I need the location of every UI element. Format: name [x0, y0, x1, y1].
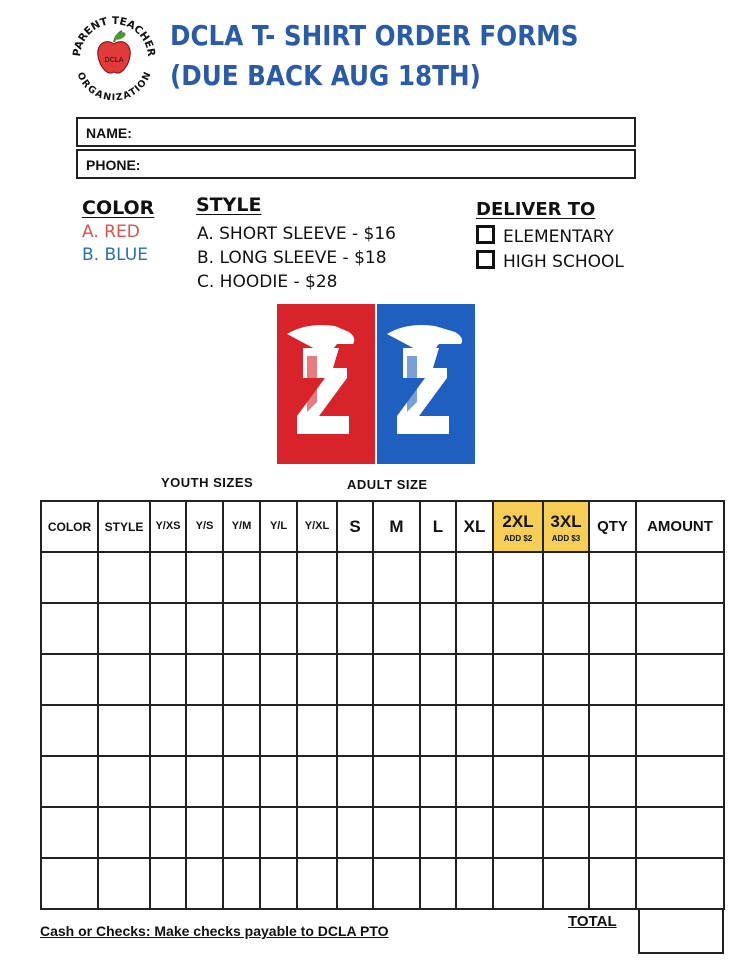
order-cell[interactable]: [493, 552, 543, 603]
order-cell[interactable]: [589, 654, 636, 705]
order-cell[interactable]: [589, 705, 636, 756]
total-label: TOTAL: [568, 913, 617, 930]
order-cell[interactable]: [373, 654, 420, 705]
order-cell[interactable]: [373, 603, 420, 654]
order-cell[interactable]: [589, 552, 636, 603]
order-cell[interactable]: [543, 654, 589, 705]
table-row: [41, 654, 724, 705]
order-cell[interactable]: [456, 552, 493, 603]
table-row: [41, 552, 724, 603]
style-option-short-sleeve: A. SHORT SLEEVE - $16: [197, 224, 396, 244]
deliver-option-high-school[interactable]: [476, 250, 624, 272]
color-heading: COLOR: [82, 197, 155, 219]
deliver-heading: DELIVER TO: [476, 199, 596, 220]
order-cell[interactable]: [150, 552, 186, 603]
order-cell[interactable]: [493, 654, 543, 705]
order-cell[interactable]: [337, 654, 373, 705]
col-2xl-surcharge: ADD $2: [503, 533, 533, 543]
order-cell[interactable]: [543, 603, 589, 654]
order-cell[interactable]: [636, 603, 724, 654]
order-cell[interactable]: [456, 807, 493, 858]
col-y-l: Y/L: [260, 501, 297, 552]
order-cell[interactable]: [297, 603, 337, 654]
order-cell[interactable]: [98, 756, 150, 807]
order-cell[interactable]: [373, 552, 420, 603]
order-cell[interactable]: [150, 654, 186, 705]
order-cell[interactable]: [186, 756, 223, 807]
col-y-m: Y/M: [223, 501, 260, 552]
order-cell[interactable]: [456, 654, 493, 705]
order-cell[interactable]: [297, 756, 337, 807]
order-cell[interactable]: [456, 756, 493, 807]
table-row: [41, 705, 724, 756]
col-qty: QTY: [589, 501, 636, 552]
order-cell[interactable]: [186, 705, 223, 756]
order-cell[interactable]: [150, 603, 186, 654]
col-m: M: [373, 501, 420, 552]
order-cell[interactable]: [150, 807, 186, 858]
order-cell[interactable]: [543, 756, 589, 807]
order-cell[interactable]: [337, 756, 373, 807]
order-cell[interactable]: [337, 603, 373, 654]
order-cell[interactable]: [493, 756, 543, 807]
color-option-red: A. RED: [82, 222, 140, 242]
pto-logo: [70, 12, 158, 100]
order-cell[interactable]: [41, 858, 98, 909]
order-cell[interactable]: [41, 807, 98, 858]
order-cell[interactable]: [260, 552, 297, 603]
order-cell[interactable]: [493, 807, 543, 858]
title-line-1: DCLA T- SHIRT ORDER FORMS: [170, 19, 579, 52]
order-cell[interactable]: [260, 858, 297, 909]
col-y-xl: Y/XL: [297, 501, 337, 552]
col-l: L: [420, 501, 456, 552]
name-label: NAME:: [86, 125, 132, 141]
col-color: COLOR: [41, 501, 98, 552]
order-cell[interactable]: [589, 756, 636, 807]
deliver-option-elementary[interactable]: [476, 225, 614, 247]
order-cell[interactable]: [98, 603, 150, 654]
order-cell[interactable]: [543, 705, 589, 756]
order-cell[interactable]: [420, 552, 456, 603]
order-cell[interactable]: [98, 705, 150, 756]
svg-text:ORGANIZATION: [75, 71, 154, 100]
order-cell[interactable]: [636, 654, 724, 705]
style-option-hoodie: C. HOODIE - $28: [197, 272, 338, 292]
youth-sizes-label: YOUTH SIZES: [161, 475, 254, 490]
elementary-checkbox[interactable]: [476, 225, 495, 244]
order-cell[interactable]: [337, 858, 373, 909]
order-cell[interactable]: [186, 603, 223, 654]
apple-logo-icon: [70, 12, 158, 100]
order-cell[interactable]: [493, 858, 543, 909]
order-cell[interactable]: [186, 654, 223, 705]
order-cell[interactable]: [260, 807, 297, 858]
name-field[interactable]: [76, 117, 636, 147]
table-row: [41, 756, 724, 807]
col-xl: XL: [456, 501, 493, 552]
order-cell[interactable]: [260, 705, 297, 756]
order-cell[interactable]: [589, 603, 636, 654]
high-school-checkbox[interactable]: [476, 250, 495, 269]
order-cell[interactable]: [589, 858, 636, 909]
order-cell[interactable]: [260, 654, 297, 705]
order-cell[interactable]: [493, 705, 543, 756]
order-cell[interactable]: [223, 603, 260, 654]
order-cell[interactable]: [543, 807, 589, 858]
order-cell[interactable]: [41, 552, 98, 603]
order-cell[interactable]: [150, 858, 186, 909]
order-cell[interactable]: [186, 807, 223, 858]
order-cell[interactable]: [636, 807, 724, 858]
order-cell[interactable]: [420, 603, 456, 654]
order-cell[interactable]: [223, 552, 260, 603]
table-header-row: [41, 501, 724, 552]
col-s: S: [337, 501, 373, 552]
col-2xl: [493, 501, 543, 552]
order-cell[interactable]: [589, 807, 636, 858]
order-cell[interactable]: [337, 807, 373, 858]
order-cell[interactable]: [543, 858, 589, 909]
col-style: STYLE: [98, 501, 150, 552]
order-cell[interactable]: [373, 807, 420, 858]
table-row: [41, 807, 724, 858]
order-cell[interactable]: [636, 858, 724, 909]
page-title: [170, 16, 578, 96]
logo-bottom-text: ORGANIZATION: [74, 70, 154, 100]
red-shirt-image: [277, 304, 375, 464]
order-cell[interactable]: [297, 552, 337, 603]
col-3xl-label: 3XL: [550, 511, 582, 531]
logo-center-text: DCLA: [104, 56, 124, 64]
col-2xl-label: 2XL: [502, 511, 534, 531]
order-cell[interactable]: [260, 756, 297, 807]
style-option-long-sleeve: B. LONG SLEEVE - $18: [197, 248, 387, 268]
order-cell[interactable]: [297, 705, 337, 756]
order-cell[interactable]: [373, 705, 420, 756]
order-cell[interactable]: [456, 858, 493, 909]
style-heading: STYLE: [196, 194, 262, 216]
col-y-xs: Y/XS: [150, 501, 186, 552]
order-cell[interactable]: [223, 858, 260, 909]
order-cell[interactable]: [297, 807, 337, 858]
order-cell[interactable]: [297, 654, 337, 705]
order-cell[interactable]: [337, 552, 373, 603]
payment-note: Cash or Checks: Make checks payable to DCLA PTO: [40, 923, 389, 939]
order-cell[interactable]: [420, 756, 456, 807]
col-3xl-surcharge: ADD $3: [551, 533, 581, 543]
order-cell[interactable]: [223, 756, 260, 807]
order-cell[interactable]: [456, 603, 493, 654]
order-table: [40, 500, 725, 910]
order-cell[interactable]: [98, 552, 150, 603]
order-cell[interactable]: [98, 858, 150, 909]
order-cell[interactable]: [636, 756, 724, 807]
order-cell[interactable]: [636, 552, 724, 603]
col-amount: AMOUNT: [636, 501, 724, 552]
order-cell[interactable]: [150, 705, 186, 756]
order-cell[interactable]: [420, 858, 456, 909]
table-row: [41, 603, 724, 654]
total-input-box[interactable]: [638, 908, 724, 954]
order-cell[interactable]: [420, 705, 456, 756]
color-option-blue: B. BLUE: [82, 245, 148, 265]
order-table-body: [41, 552, 724, 909]
order-cell[interactable]: [41, 654, 98, 705]
order-cell[interactable]: [493, 603, 543, 654]
phone-label: PHONE:: [86, 157, 141, 173]
order-cell[interactable]: [41, 756, 98, 807]
order-cell[interactable]: [186, 858, 223, 909]
order-cell[interactable]: [186, 552, 223, 603]
col-y-s: Y/S: [186, 501, 223, 552]
order-cell[interactable]: [260, 603, 297, 654]
order-cell[interactable]: [223, 705, 260, 756]
order-cell[interactable]: [456, 705, 493, 756]
order-cell[interactable]: [420, 654, 456, 705]
col-3xl: [543, 501, 589, 552]
high-school-label: HIGH SCHOOL: [503, 252, 624, 272]
order-cell[interactable]: [297, 858, 337, 909]
order-cell[interactable]: [337, 705, 373, 756]
order-cell[interactable]: [373, 858, 420, 909]
order-cell[interactable]: [41, 603, 98, 654]
order-cell[interactable]: [98, 807, 150, 858]
order-cell[interactable]: [636, 705, 724, 756]
order-cell[interactable]: [223, 807, 260, 858]
adult-size-label: ADULT SIZE: [347, 477, 428, 492]
order-cell[interactable]: [543, 552, 589, 603]
order-cell[interactable]: [373, 756, 420, 807]
table-row: [41, 858, 724, 909]
elementary-label: ELEMENTARY: [503, 227, 614, 247]
order-cell[interactable]: [41, 705, 98, 756]
logo-top-text: PARENT TEACHER: [70, 14, 158, 58]
blue-shirt-image: [377, 304, 475, 464]
order-cell[interactable]: [420, 807, 456, 858]
phone-field[interactable]: [76, 149, 636, 179]
order-cell[interactable]: [150, 756, 186, 807]
order-cell[interactable]: [98, 654, 150, 705]
title-line-2: (DUE BACK AUG 18TH): [170, 59, 481, 92]
order-cell[interactable]: [223, 654, 260, 705]
